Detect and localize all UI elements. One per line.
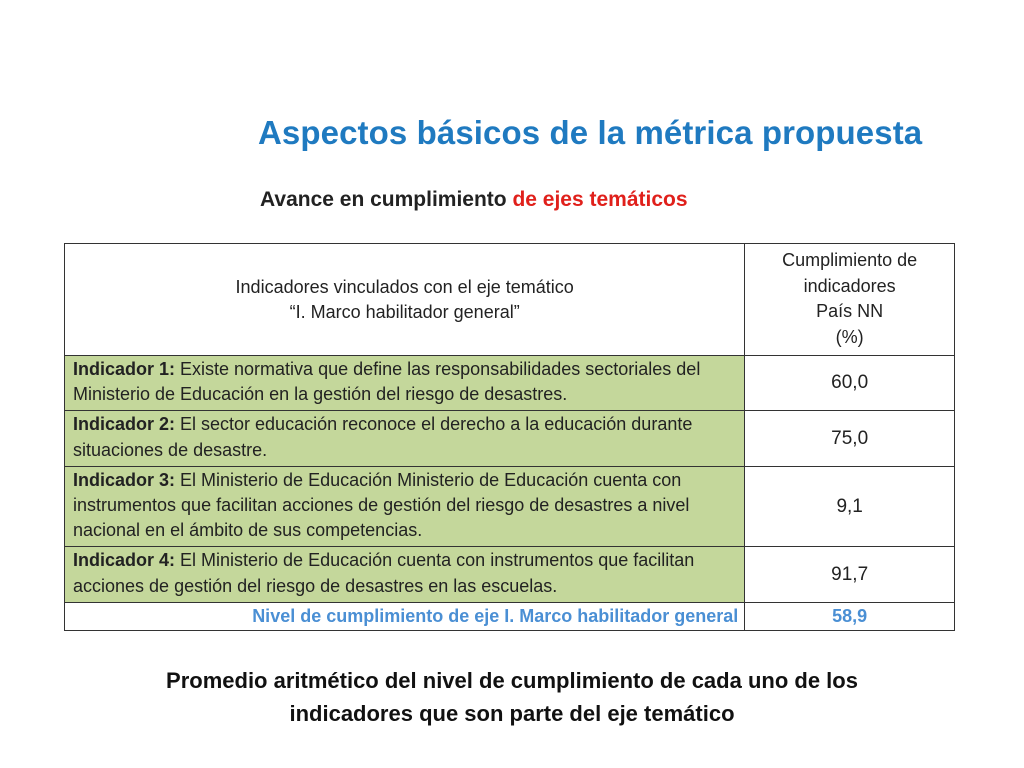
indicator-text: El Ministerio de Educación cuenta con instrumentos que facilitan acciones de gestión del riesgo de desastres en las escuelas. (73, 550, 695, 596)
table-header-row (65, 244, 955, 356)
header-compliance-line2: indicadores (803, 275, 896, 296)
table-row (65, 466, 955, 547)
header-compliance-line3: País NN (816, 301, 884, 322)
indicator-value: 91,7 (745, 547, 955, 602)
footer-line1: Promedio aritmético del nivel de cumplimiento de cada uno de los (166, 668, 858, 693)
table-row (65, 547, 955, 602)
table-row (65, 411, 955, 466)
indicator-value: 9,1 (745, 466, 955, 547)
indicators-table (64, 243, 955, 631)
header-compliance (745, 244, 955, 356)
total-label: Nivel de cumplimiento de eje I. Marco habilitador general (65, 602, 745, 630)
slide-title: Aspectos básicos de la métrica propuesta (258, 114, 923, 151)
subtitle-plain: Avance en cumplimiento (260, 188, 513, 211)
indicator-label: Indicador 2: (73, 414, 176, 435)
slide-footer (0, 664, 1024, 730)
indicator-text: El Ministerio de Educación Ministerio de Educación cuenta con instrumentos que facilitan acciones de gestión del riesgo de desastres a nivel nacional en el ámbito de sus competencias. (73, 469, 690, 541)
indicator-cell (65, 547, 745, 602)
header-compliance-line4: (%) (835, 326, 864, 347)
indicator-value: 75,0 (745, 411, 955, 466)
indicator-cell (65, 356, 745, 411)
indicator-text: Existe normativa que define las responsabilidades sectoriales del Ministerio de Educación en la gestión del riesgo de desastres. (73, 359, 701, 405)
table-total-row (65, 602, 955, 630)
indicator-label: Indicador 3: (73, 469, 176, 490)
indicator-cell (65, 411, 745, 466)
table-row (65, 356, 955, 411)
subtitle-accent: de ejes temáticos (512, 188, 688, 211)
indicator-value: 60,0 (745, 356, 955, 411)
footer-line2: indicadores que son parte del eje temático (289, 701, 735, 726)
indicator-label: Indicador 4: (73, 550, 176, 571)
header-compliance-line1: Cumplimiento de (782, 250, 918, 270)
header-indicators-line1: Indicadores vinculados con el eje temático (235, 277, 574, 298)
header-indicators (65, 244, 745, 356)
indicator-cell (65, 466, 745, 547)
slide-subtitle (260, 188, 688, 212)
indicator-label: Indicador 1: (73, 359, 176, 379)
total-value: 58,9 (745, 602, 955, 630)
indicator-text: El sector educación reconoce el derecho a la educación durante situaciones de desastre. (73, 414, 693, 460)
header-indicators-line2: “I. Marco habilitador general” (289, 301, 520, 322)
